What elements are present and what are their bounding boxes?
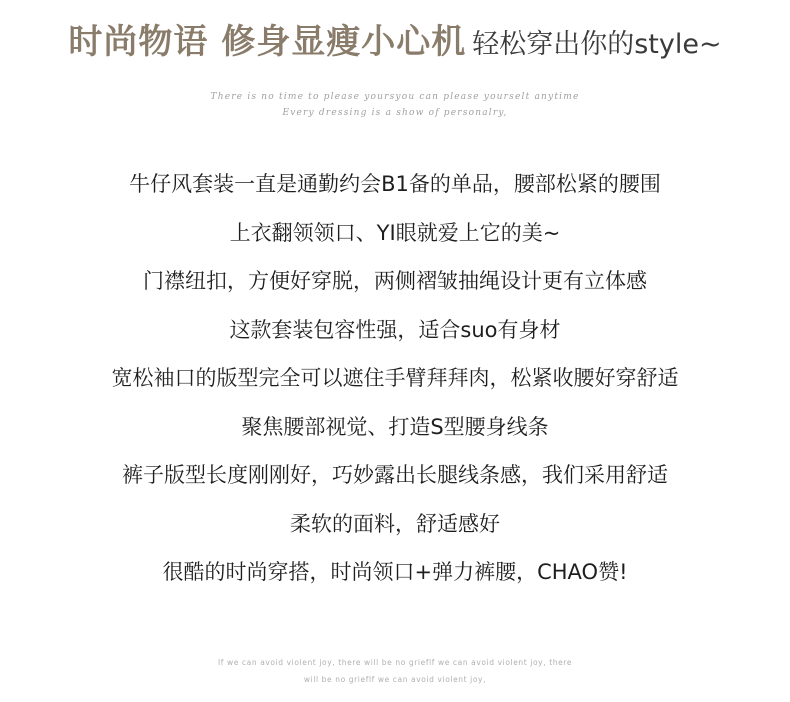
description-line: 裤子版型长度刚刚好，巧妙露出长腿线条感，我们采用舒适 xyxy=(122,463,668,487)
description-line: 牛仔风套装一直是通勤约会B1备的单品，腰部松紧的腰围 xyxy=(129,172,661,196)
description-line: 宽松袖口的版型完全可以遮住手臂拜拜肉，松紧收腰好穿舒适 xyxy=(111,366,679,390)
page-tagline: 轻松穿出你的style~ xyxy=(472,29,722,60)
footer-line-2: will be no grieflf we can avoid violent joy, xyxy=(303,675,487,684)
subtitle-line-2: Every dressing is a show of personalry, xyxy=(282,108,508,118)
description-line: 这款套装包容性强，适合suo有身材 xyxy=(229,317,561,342)
description-line: 上衣翻领领口、YI眼就爱上它的美~ xyxy=(229,220,561,245)
page-header xyxy=(0,18,790,72)
description-line: 柔软的面料，舒适感好 xyxy=(290,511,500,536)
footer-line-1: If we can avoid violent joy, there will be no grieflf we can avoid violent joy, there xyxy=(217,658,573,667)
subtitle-line-1: There is no time to please yoursyou can please yourselt anytime xyxy=(210,92,580,102)
page-title: 时尚物语 修身显瘦小心机 xyxy=(68,22,467,62)
description-line: 聚焦腰部视觉、打造S型腰身线条 xyxy=(241,414,549,439)
description-line: 很酷的时尚穿搭，时尚领口+弹力裤腰，CHAO赞! xyxy=(162,560,628,584)
description-line: 门襟纽扣，方便好穿脱，两侧褶皱抽绳设计更有立体感 xyxy=(143,269,647,293)
description-list xyxy=(0,160,790,597)
